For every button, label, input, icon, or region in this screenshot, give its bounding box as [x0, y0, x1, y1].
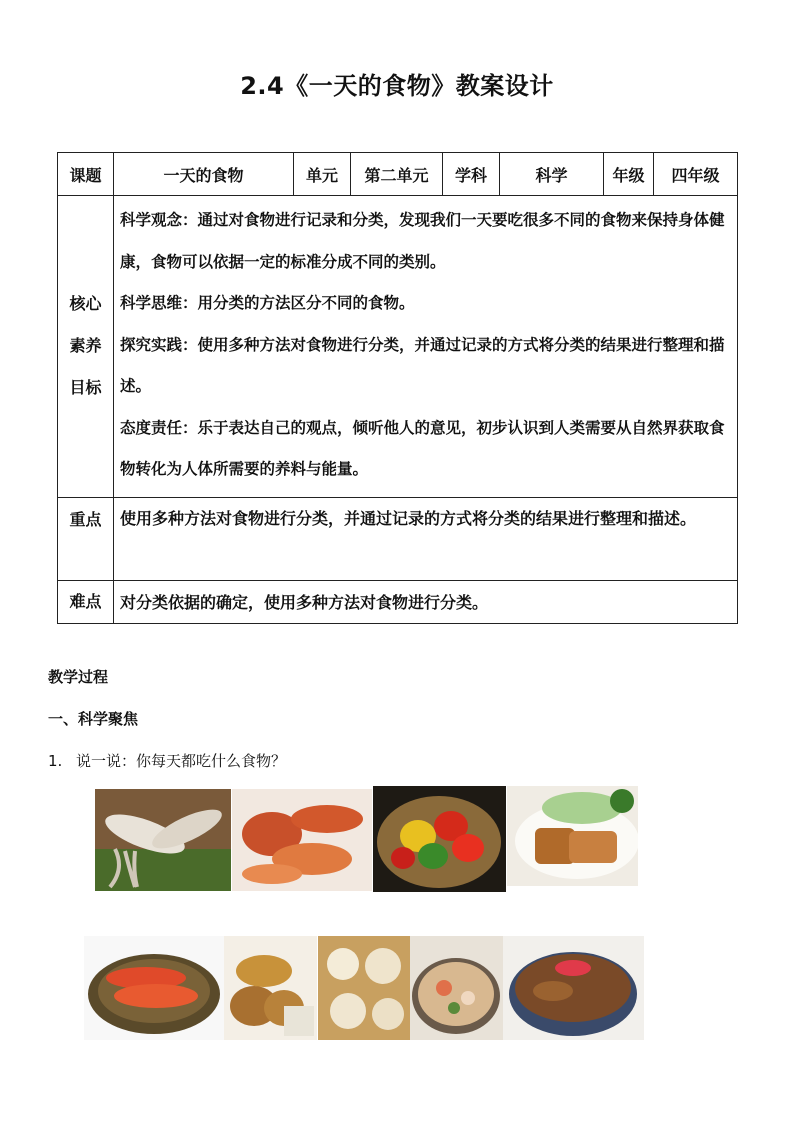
page-title: 2.4《一天的食物》教案设计 [240, 72, 554, 100]
key-label: 重点 [58, 497, 114, 580]
difficulty-label: 难点 [58, 580, 114, 623]
vegetable-basket-photo [373, 786, 506, 892]
core-paragraph: 科学观念：通过对食物进行记录和分类，发现我们一天要吃很多不同的食物来保持身体健康，食物可以依据一定的标准分成不同的类别。 [120, 211, 725, 271]
cutlet-photo [507, 786, 638, 886]
subject-value: 科学 [500, 153, 604, 196]
topic-label: 课题 [58, 153, 114, 196]
core-label: 核心 素养 目标 [58, 196, 114, 498]
table-header-row [58, 153, 738, 196]
subject-label: 学科 [443, 153, 500, 196]
bread-photo [224, 936, 317, 1040]
difficulty-content: 对分类依据的确定，使用多种方法对食物进行分类。 [114, 580, 738, 623]
process-heading: 教学过程 [48, 668, 109, 686]
item-number: 1. [48, 752, 63, 770]
squid-photo [95, 789, 231, 891]
topic-value: 一天的食物 [114, 153, 294, 196]
core-content [114, 196, 738, 498]
grade-label: 年级 [604, 153, 654, 196]
beef-bowl-photo [503, 936, 644, 1040]
dimsum-photo [318, 936, 410, 1040]
lesson-table [57, 152, 738, 624]
grade-value: 四年级 [654, 153, 738, 196]
question-item [48, 750, 286, 771]
unit-label: 单元 [294, 153, 351, 196]
core-paragraph: 态度责任：乐于表达自己的观点，倾听他人的意见，初步认识到人类需要从自然界获取食物转化为人体所需要的养料与能量。 [120, 418, 725, 478]
difficulty-row [58, 580, 738, 623]
core-paragraph: 探究实践：使用多种方法对食物进行分类，并通过记录的方式将分类的结果进行整理和描述。 [120, 335, 725, 395]
seafood-photo [232, 789, 372, 891]
unit-value: 第二单元 [351, 153, 443, 196]
fish-photo [84, 936, 224, 1040]
key-content: 使用多种方法对食物进行分类，并通过记录的方式将分类的结果进行整理和描述。 [114, 497, 738, 580]
item-text: 说一说：你每天都吃什么食物？ [76, 752, 287, 770]
core-paragraph: 科学思维：用分类的方法区分不同的食物。 [120, 294, 415, 312]
hotpot-photo [410, 936, 503, 1040]
section-heading: 一、科学聚焦 [48, 710, 139, 728]
key-row [58, 497, 738, 580]
core-row [58, 196, 738, 498]
